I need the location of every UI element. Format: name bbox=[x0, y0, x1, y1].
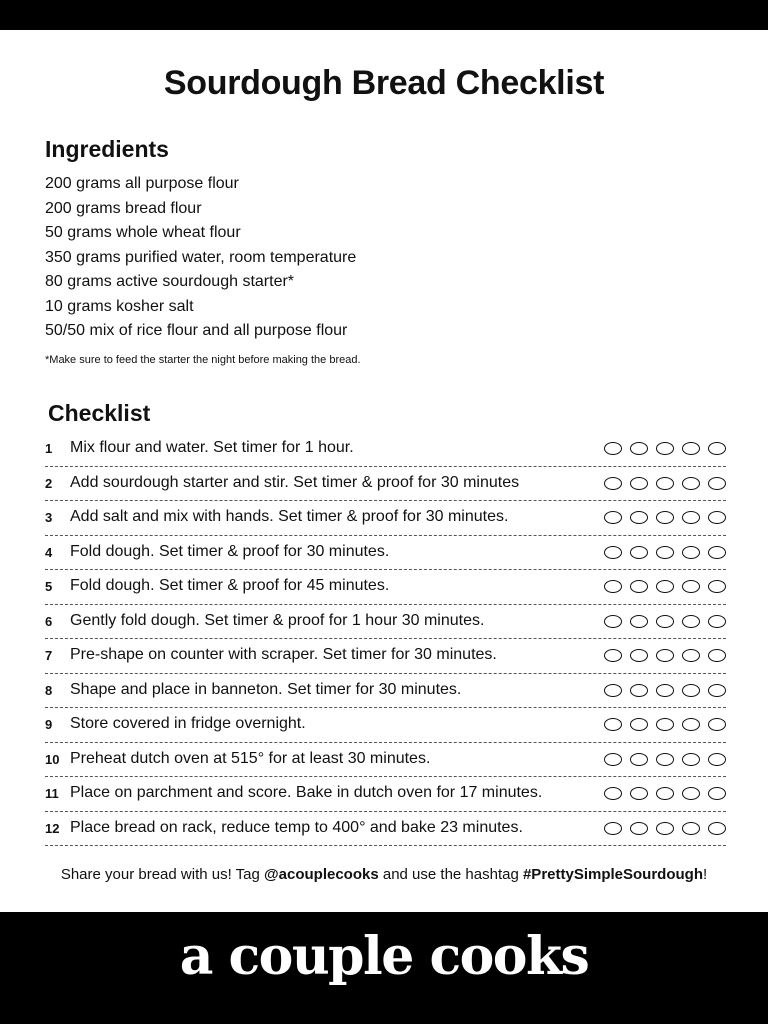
check-circle[interactable] bbox=[630, 649, 648, 662]
step-checkboxes bbox=[604, 684, 726, 697]
check-circle[interactable] bbox=[630, 753, 648, 766]
check-circle[interactable] bbox=[682, 477, 700, 490]
check-circle[interactable] bbox=[682, 649, 700, 662]
check-circle[interactable] bbox=[708, 753, 726, 766]
share-suffix: ! bbox=[703, 866, 708, 883]
step-text: Place on parchment and score. Bake in dutch oven for 17 minutes. bbox=[70, 784, 543, 801]
share-prefix: Share your bread with us! Tag bbox=[60, 866, 265, 883]
check-circle[interactable] bbox=[604, 442, 622, 455]
checklist bbox=[45, 433, 726, 847]
step-number: 11 bbox=[45, 786, 59, 801]
check-circle[interactable] bbox=[604, 787, 622, 800]
checklist-step bbox=[45, 709, 726, 743]
checklist-step bbox=[45, 778, 726, 812]
ingredient-item: 50/50 mix of rice flour and all purpose flour bbox=[45, 322, 348, 339]
step-checkboxes bbox=[604, 787, 726, 800]
check-circle[interactable] bbox=[682, 684, 700, 697]
check-circle[interactable] bbox=[604, 649, 622, 662]
checklist-step bbox=[45, 468, 726, 502]
step-checkboxes bbox=[604, 580, 726, 593]
check-circle[interactable] bbox=[682, 787, 700, 800]
step-text: Pre-shape on counter with scraper. Set timer for 30 minutes. bbox=[70, 646, 497, 663]
step-checkboxes bbox=[604, 718, 726, 731]
check-circle[interactable] bbox=[708, 822, 726, 835]
check-circle[interactable] bbox=[708, 580, 726, 593]
check-circle[interactable] bbox=[630, 718, 648, 731]
check-circle[interactable] bbox=[708, 684, 726, 697]
ingredient-item: 80 grams active sourdough starter* bbox=[45, 273, 295, 290]
check-circle[interactable] bbox=[630, 477, 648, 490]
check-circle[interactable] bbox=[604, 753, 622, 766]
step-checkboxes bbox=[604, 546, 726, 559]
checklist-heading: Checklist bbox=[48, 400, 151, 426]
check-circle[interactable] bbox=[682, 511, 700, 524]
check-circle[interactable] bbox=[656, 511, 674, 524]
check-circle[interactable] bbox=[682, 546, 700, 559]
check-circle[interactable] bbox=[604, 615, 622, 628]
check-circle[interactable] bbox=[656, 546, 674, 559]
step-checkboxes bbox=[604, 477, 726, 490]
step-text: Add sourdough starter and stir. Set timer & proof for 30 minutes bbox=[70, 473, 520, 491]
step-number: 12 bbox=[45, 820, 60, 836]
ingredients-heading: Ingredients bbox=[45, 136, 169, 162]
check-circle[interactable] bbox=[604, 580, 622, 593]
ingredient-item: 200 grams all purpose flour bbox=[45, 175, 239, 192]
step-text: Store covered in fridge overnight. bbox=[70, 715, 306, 732]
check-circle[interactable] bbox=[604, 477, 622, 490]
check-circle[interactable] bbox=[708, 718, 726, 731]
page-title: Sourdough Bread Checklist bbox=[163, 64, 605, 102]
checklist-step bbox=[45, 502, 726, 536]
check-circle[interactable] bbox=[656, 580, 674, 593]
share-message bbox=[0, 866, 768, 883]
ingredient-item: 350 grams purified water, room temperature bbox=[45, 248, 357, 266]
step-text: Gently fold dough. Set timer & proof for 1 hour 30 minutes. bbox=[70, 611, 485, 629]
checklist-step bbox=[45, 744, 726, 778]
checklist-step bbox=[45, 640, 726, 674]
check-circle[interactable] bbox=[656, 649, 674, 662]
check-circle[interactable] bbox=[656, 442, 674, 455]
check-circle[interactable] bbox=[630, 684, 648, 697]
step-checkboxes bbox=[604, 822, 726, 835]
check-circle[interactable] bbox=[656, 787, 674, 800]
check-circle[interactable] bbox=[682, 580, 700, 593]
step-number: 5 bbox=[45, 579, 53, 594]
check-circle[interactable] bbox=[604, 684, 622, 697]
ingredients-list bbox=[45, 172, 356, 344]
starter-footnote: *Make sure to feed the starter the night before making the bread. bbox=[45, 354, 361, 366]
step-text: Fold dough. Set timer & proof for 45 minutes. bbox=[70, 577, 390, 594]
check-circle[interactable] bbox=[630, 822, 648, 835]
ingredient-item: 10 grams kosher salt bbox=[45, 297, 194, 315]
checklist-step bbox=[45, 813, 726, 847]
check-circle[interactable] bbox=[656, 615, 674, 628]
step-number: 3 bbox=[45, 510, 53, 525]
checklist-step bbox=[45, 606, 726, 640]
check-circle[interactable] bbox=[630, 787, 648, 800]
step-text: Preheat dutch oven at 515° for at least 30 minutes. bbox=[70, 749, 431, 767]
check-circle[interactable] bbox=[630, 615, 648, 628]
check-circle[interactable] bbox=[682, 442, 700, 455]
check-circle[interactable] bbox=[630, 511, 648, 524]
check-circle[interactable] bbox=[604, 546, 622, 559]
step-text: Add salt and mix with hands. Set timer & proof for 30 minutes. bbox=[70, 508, 509, 525]
step-number: 7 bbox=[45, 648, 53, 663]
step-text: Mix flour and water. Set timer for 1 hour. bbox=[70, 439, 354, 456]
step-text: Place bread on rack, reduce temp to 400° and bake 23 minutes. bbox=[70, 818, 523, 836]
step-number: 1 bbox=[45, 441, 53, 456]
check-circle[interactable] bbox=[656, 477, 674, 490]
step-checkboxes bbox=[604, 753, 726, 766]
ingredient-item: 50 grams whole wheat flour bbox=[45, 224, 241, 241]
step-number: 8 bbox=[45, 682, 53, 698]
checklist-step bbox=[45, 675, 726, 709]
checklist-step bbox=[45, 537, 726, 571]
step-number: 6 bbox=[45, 613, 53, 629]
check-circle[interactable] bbox=[682, 753, 700, 766]
step-number: 9 bbox=[45, 717, 53, 732]
check-circle[interactable] bbox=[604, 511, 622, 524]
step-checkboxes bbox=[604, 442, 726, 455]
check-circle[interactable] bbox=[708, 477, 726, 490]
check-circle[interactable] bbox=[682, 615, 700, 628]
step-checkboxes bbox=[604, 649, 726, 662]
hashtag: #PrettySimpleSourdough bbox=[522, 866, 703, 883]
check-circle[interactable] bbox=[682, 718, 700, 731]
check-circle[interactable] bbox=[630, 580, 648, 593]
checklist-step bbox=[45, 571, 726, 605]
check-circle[interactable] bbox=[708, 615, 726, 628]
step-number: 2 bbox=[45, 475, 53, 491]
checklist-step bbox=[45, 433, 726, 467]
check-circle[interactable] bbox=[708, 649, 726, 662]
check-circle[interactable] bbox=[708, 511, 726, 524]
step-number: 10 bbox=[45, 751, 60, 767]
step-checkboxes bbox=[604, 511, 726, 524]
step-checkboxes bbox=[604, 615, 726, 628]
check-circle[interactable] bbox=[604, 822, 622, 835]
brand-logo: a couple cooks bbox=[179, 926, 589, 987]
share-middle: and use the hashtag bbox=[378, 866, 523, 883]
check-circle[interactable] bbox=[604, 718, 622, 731]
step-text: Shape and place in banneton. Set timer for 30 minutes. bbox=[70, 680, 462, 698]
step-number: 4 bbox=[45, 544, 53, 560]
check-circle[interactable] bbox=[630, 546, 648, 559]
top-bar bbox=[0, 0, 768, 30]
check-circle[interactable] bbox=[708, 442, 726, 455]
check-circle[interactable] bbox=[682, 822, 700, 835]
check-circle[interactable] bbox=[656, 718, 674, 731]
check-circle[interactable] bbox=[656, 822, 674, 835]
check-circle[interactable] bbox=[630, 442, 648, 455]
check-circle[interactable] bbox=[656, 753, 674, 766]
ingredient-item: 200 grams bread flour bbox=[45, 199, 202, 217]
check-circle[interactable] bbox=[708, 546, 726, 559]
instagram-handle: @acouplecooks bbox=[264, 866, 379, 883]
step-text: Fold dough. Set timer & proof for 30 minutes. bbox=[70, 542, 390, 560]
footer-bar bbox=[0, 912, 768, 1024]
check-circle[interactable] bbox=[656, 684, 674, 697]
check-circle[interactable] bbox=[708, 787, 726, 800]
